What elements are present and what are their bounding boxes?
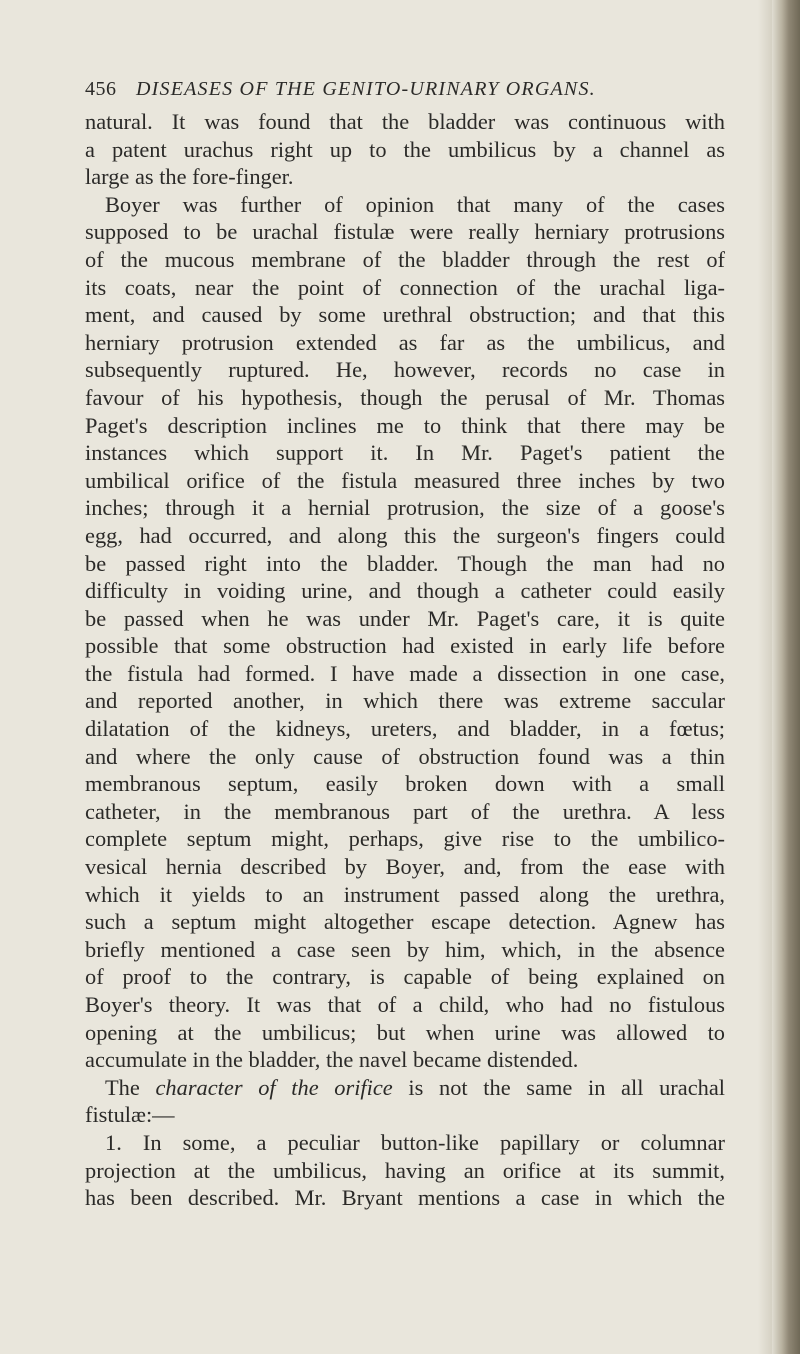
text-line: the fistula had formed. I have made a dissection in one case, bbox=[85, 660, 725, 686]
text-line: projection at the umbilicus, having an orifice at its summit, bbox=[85, 1157, 725, 1183]
text-line: 1. In some, a peculiar button-like papillary or columnar bbox=[105, 1129, 725, 1155]
text-line: complete septum might, perhaps, give rise to the umbilico- bbox=[85, 826, 725, 852]
text-line: ment, and caused by some urethral obstruction; and that this bbox=[85, 302, 725, 328]
text-line: be passed right into the bladder. Though the man had no bbox=[85, 550, 725, 576]
text-line: fistulæ:— bbox=[85, 1102, 175, 1128]
text-line: and where the only cause of obstruction found was a thin bbox=[85, 743, 725, 769]
text-run: The bbox=[105, 1074, 156, 1100]
text-line: such a septum might altogether escape detection. Agnew has bbox=[85, 909, 725, 935]
text-line: and reported another, in which there was extreme saccular bbox=[85, 688, 725, 714]
text-line: be passed when he was under Mr. Paget's care, it is quite bbox=[85, 605, 725, 631]
italic-run: character of the orifice bbox=[155, 1074, 393, 1100]
text-run: is not the same in all urachal bbox=[392, 1074, 725, 1100]
text-line: Paget's description inclines me to think that there may be bbox=[85, 412, 725, 438]
text-line: large as the fore-finger. bbox=[85, 164, 294, 190]
text-line: its coats, near the point of connection of the urachal liga- bbox=[85, 274, 725, 300]
text-line: vesical hernia described by Boyer, and, from the ease with bbox=[85, 854, 725, 880]
text-line: opening at the umbilicus; but when urine was allowed to bbox=[85, 1019, 725, 1045]
text-line: supposed to be urachal fistulæ were really herniary protrusions bbox=[85, 219, 725, 245]
text-line: of proof to the contrary, is capable of being explained on bbox=[85, 964, 725, 990]
text-line bbox=[85, 1074, 725, 1102]
text-line: umbilical orifice of the fistula measured three inches by two bbox=[85, 467, 725, 493]
text-line: a patent urachus right up to the umbilicus by a channel as bbox=[85, 136, 725, 162]
text-line: inches; through it a hernial protrusion, the size of a goose's bbox=[85, 495, 725, 521]
running-title: DISEASES OF THE GENITO-URINARY ORGANS. bbox=[136, 78, 596, 100]
text-line: of the mucous membrane of the bladder through the rest of bbox=[85, 246, 725, 272]
text-line: membranous septum, easily broken down with a small bbox=[85, 771, 725, 797]
page-shadow bbox=[758, 0, 772, 1354]
text-line: which it yields to an instrument passed along the urethra, bbox=[85, 881, 725, 907]
running-header bbox=[85, 78, 725, 108]
text-line: natural. It was found that the bladder was continuous with bbox=[85, 109, 725, 134]
text-line: egg, had occurred, and along this the surgeon's fingers could bbox=[85, 522, 725, 548]
text-line: Boyer's theory. It was that of a child, who had no fistulous bbox=[85, 992, 725, 1017]
text-line: favour of his hypothesis, though the perusal of Mr. Thomas bbox=[85, 384, 725, 410]
text-line: Boyer was further of opinion that many of the cases bbox=[105, 191, 725, 217]
text-line: herniary protrusion extended as far as the umbilicus, and bbox=[85, 329, 725, 355]
text-line: possible that some obstruction had existed in early life before bbox=[85, 633, 725, 659]
text-line: catheter, in the membranous part of the urethra. A less bbox=[85, 798, 725, 824]
text-line: accumulate in the bladder, the navel became distended. bbox=[85, 1047, 579, 1073]
text-line: briefly mentioned a case seen by him, which, in the absence bbox=[85, 936, 725, 962]
text-line: instances which support it. In Mr. Paget's patient the bbox=[85, 440, 725, 466]
text-line: dilatation of the kidneys, ureters, and bladder, in a fœtus; bbox=[85, 716, 725, 742]
text-line: subsequently ruptured. He, however, records no case in bbox=[85, 357, 725, 383]
text-line: difficulty in voiding urine, and though a catheter could easily bbox=[85, 578, 725, 604]
text-line: has been described. Mr. Bryant mentions a case in which the bbox=[85, 1185, 725, 1211]
page-edge bbox=[772, 0, 800, 1354]
body-text bbox=[85, 108, 725, 1212]
page-number: 456 bbox=[85, 78, 117, 100]
